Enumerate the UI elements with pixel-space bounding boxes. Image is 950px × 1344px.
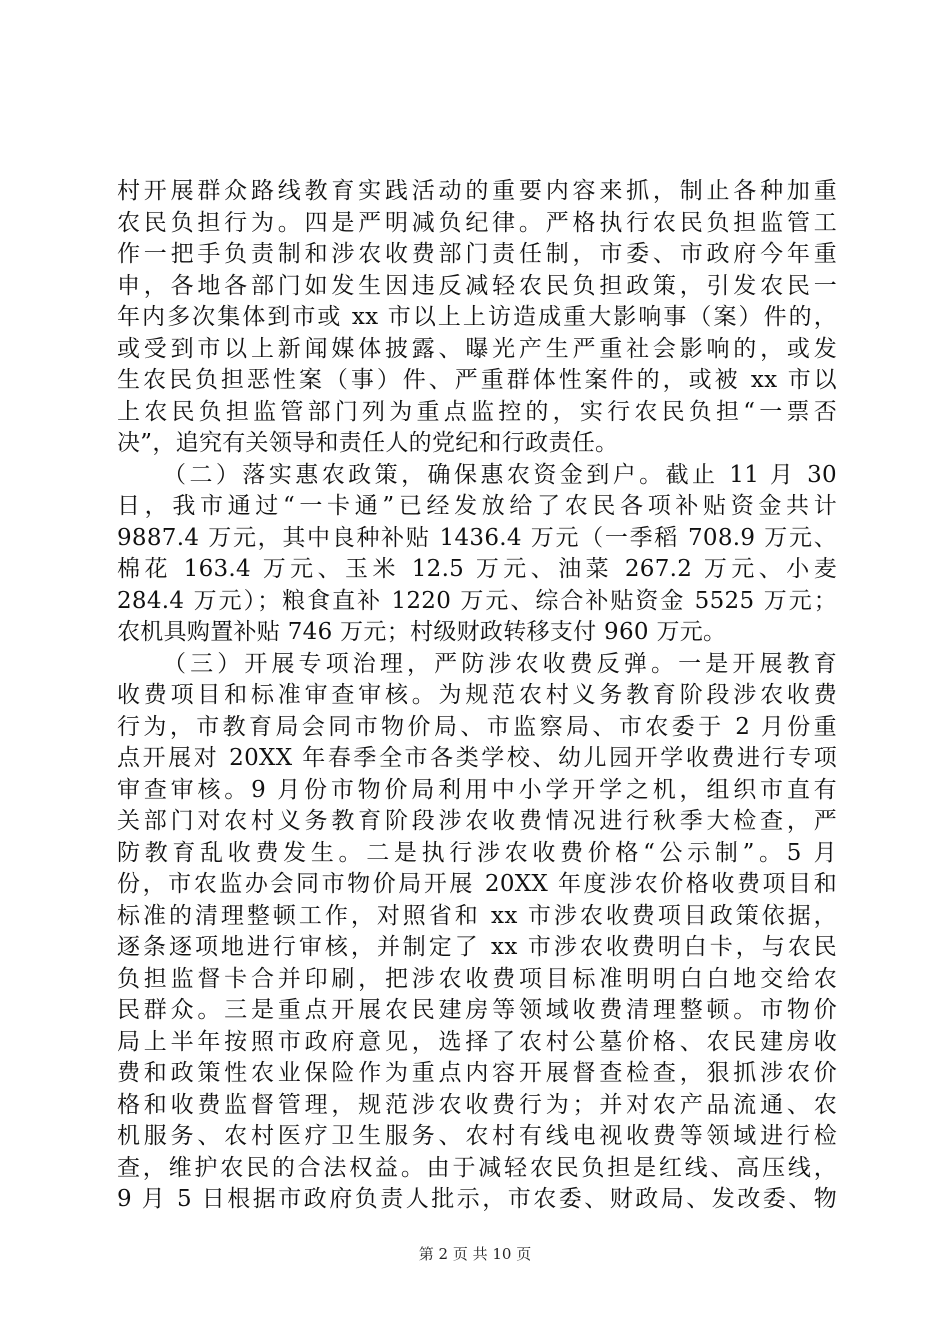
text-line: 棉花 163.4 万元、玉米 12.5 万元、油菜 267.2 万元、小麦 (117, 556, 837, 582)
text-line: 收费项目和标准审查审核。为规范农村义务教育阶段涉农收费 (117, 682, 837, 708)
text-line: 审查审核。9 月份市物价局利用中小学开学之机，组织市直有 (117, 776, 837, 803)
text-line: 逐条逐项地进行审核，并制定了 xx 市涉农收费明白卡，与农民 (117, 934, 837, 960)
text-line: （三）开展专项治理，严防涉农收费反弹。一是开展教育 (163, 650, 837, 677)
text-line: 284.4 万元）；粮食直补 1220 万元、综合补贴资金 5525 万元； (117, 587, 837, 614)
text-line: 查，维护农民的合法权益。由于减轻农民负担是红线、高压线， (117, 1154, 837, 1181)
page-number-footer: 第 2 页 共 10 页 (418, 1245, 532, 1263)
text-line: 机服务、农村医疗卫生服务、农村有线电视收费等领域进行检 (117, 1123, 837, 1149)
text-line: 日，我市通过“一卡通”已经发放给了农民各项补贴资金共计 (117, 493, 837, 519)
text-line: 关部门对农村义务教育阶段涉农收费情况进行秋季大检查，严 (117, 808, 837, 834)
text-line: 防教育乱收费发生。二是执行涉农收费价格“公示制”。5 月 (117, 839, 837, 866)
text-line: 负担监督卡合并印刷，把涉农收费项目标准明明白白地交给农 (117, 965, 837, 992)
text-line: 生农民负担恶性案（事）件、严重群体性案件的，或被 xx 市以 (117, 367, 837, 393)
text-line: 民群众。三是重点开展农民建房等领域收费清理整顿。市物价 (117, 997, 837, 1023)
paragraph (117, 649, 837, 1216)
text-line: 费和政策性农业保险作为重点内容开展督查检查，狠抓涉农价 (117, 1060, 837, 1086)
text-line: 9887.4 万元，其中良种补贴 1436.4 万元（一季稻 708.9 万元、 (117, 524, 837, 551)
text-line: 局上半年按照市政府意见，选择了农村公墓价格、农民建房收 (117, 1028, 837, 1055)
text-line: 份，市农监办会同市物价局开展 20XX 年度涉农价格收费项目和 (117, 871, 837, 897)
text-line: 作一把手负责制和涉农收费部门责任制，市委、市政府今年重 (117, 241, 837, 267)
text-line: 上农民负担监管部门列为重点监控的，实行农民负担“一票否 (117, 398, 837, 425)
text-line: 决”，追究有关领导和责任人的党纪和行政责任。 (117, 430, 619, 456)
text-line: （二）落实惠农政策，确保惠农资金到户。截止 11 月 30 (163, 461, 837, 488)
text-line: 年内多次集体到市或 xx 市以上上访造成重大影响事（案）件的， (117, 304, 837, 330)
paragraph (117, 176, 837, 460)
text-line: 9 月 5 日根据市政府负责人批示，市农委、财政局、发改委、物 (117, 1186, 837, 1212)
text-line: 行为，市教育局会同市物价局、市监察局、市农委于 2 月份重 (117, 713, 837, 740)
text-line: 农机具购置补贴 746 万元；村级财政转移支付 960 万元。 (117, 619, 727, 645)
text-line: 标准的清理整顿工作，对照省和 xx 市涉农收费项目政策依据， (117, 902, 837, 929)
text-line: 点开展对 20XX 年春季全市各类学校、幼儿园开学收费进行专项 (117, 745, 837, 771)
text-line: 格和收费监督管理，规范涉农收费行为；并对农产品流通、农 (117, 1091, 837, 1118)
text-line: 农民负担行为。四是严明减负纪律。严格执行农民负担监管工 (117, 209, 837, 236)
text-line: 村开展群众路线教育实践活动的重要内容来抓，制止各种加重 (117, 178, 837, 204)
text-line: 申，各地各部门如发生因违反减轻农民负担政策，引发农民一 (117, 272, 837, 299)
text-line: 或受到市以上新闻媒体披露、曝光产生严重社会影响的，或发 (117, 335, 837, 362)
paragraph (117, 460, 837, 649)
body-text (117, 176, 837, 1216)
